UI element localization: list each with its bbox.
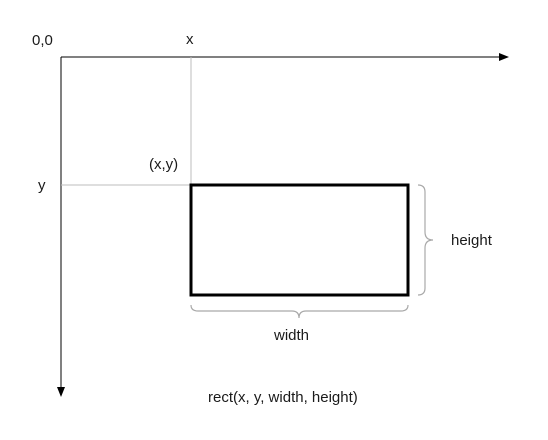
x-axis-label: x <box>186 31 194 48</box>
rect-function-caption: rect(x, y, width, height) <box>208 389 358 406</box>
height-label: height <box>451 232 492 249</box>
width-brace <box>191 305 408 318</box>
y-axis-label: y <box>38 177 46 194</box>
rectangle-shape <box>191 185 408 295</box>
width-label: width <box>274 327 310 344</box>
x-axis-arrowhead <box>499 53 509 61</box>
height-brace <box>418 185 433 295</box>
corner-label: (x,y) <box>149 156 179 173</box>
y-axis-arrowhead <box>57 387 65 397</box>
origin-label: 0,0 <box>32 32 53 49</box>
